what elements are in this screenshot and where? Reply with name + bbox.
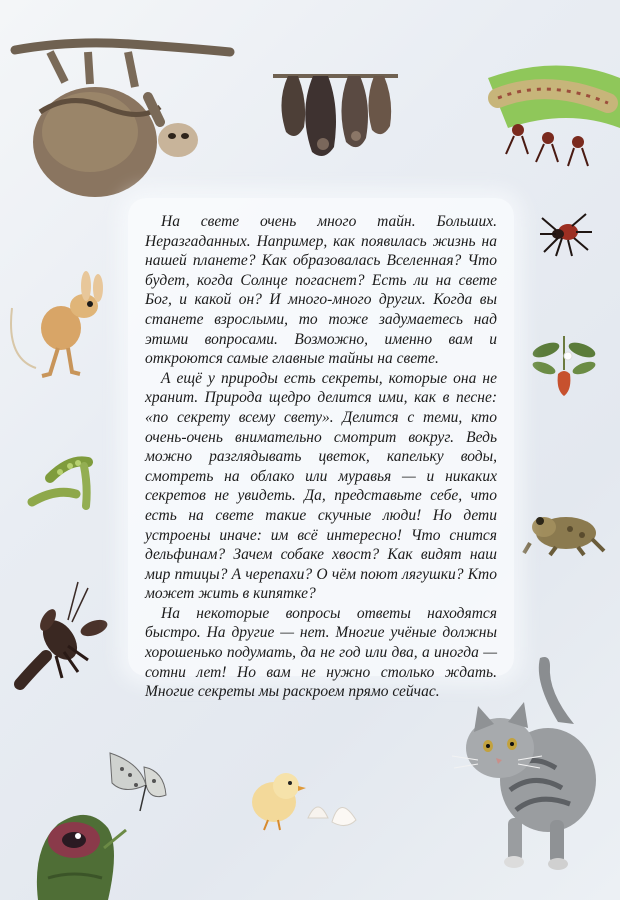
physalis-flower-illustration: [528, 330, 600, 402]
green-caterpillar-illustration: [28, 808, 128, 900]
frog-illustration: [520, 505, 608, 557]
pea-pods-illustration: [26, 454, 96, 510]
jerboa-illustration: [6, 268, 108, 380]
paragraph-3: На некоторые вопросы ответы находятся быстро. На другие — нет. Многие учёные должны хорошенько подумать, да не год или два, а иногда — сотни лет! Но вам не нужно столько ждать. Многие секреты мы раскроем прямо сейчас.: [145, 604, 497, 701]
chick-illustration: [246, 764, 362, 834]
paragraph-2: А ещё у природы есть секреты, которые она не хранит. Природа щедро делится ими, как в песне: «по секрету всему свету». Делится с теми, кто очень-очень внимательно смотрит вокруг. Ведь можно разглядывать цветок, капельку воды, смотреть на облако или муравья — и никаких секретов не увидеть. Да, представьте себе, что есть на свете такие скучные люди! Но дети устроены иначе: им всё интересно! Что снится дельфинам? Зачем собаке хвост? Как видят наш мир птицы? А черепахи? О чём поют лягушки? Кто может жить в кипятке?: [145, 369, 497, 603]
paragraph-1: На свете очень много тайн. Больших. Неразгаданных. Например, как появилась жизнь на нашей планете? Как образовалась Вселенная? Что будет, когда Солнце погаснет? Есть ли на свете Бог, и какой он? И много-много других. Когда вы станете взрослыми, то тоже задумаетесь над этими вопросами. Возможно, именно вам и откроются самые главные тайны на свете.: [145, 213, 497, 368]
crayfish-illustration: [8, 580, 113, 690]
moth-illustration: [100, 745, 170, 815]
bats-illustration: [268, 62, 403, 167]
main-text: [145, 212, 497, 702]
sloth-illustration: [10, 22, 235, 212]
caterpillar-ants-illustration: [478, 58, 620, 173]
spider-illustration: [538, 210, 594, 258]
